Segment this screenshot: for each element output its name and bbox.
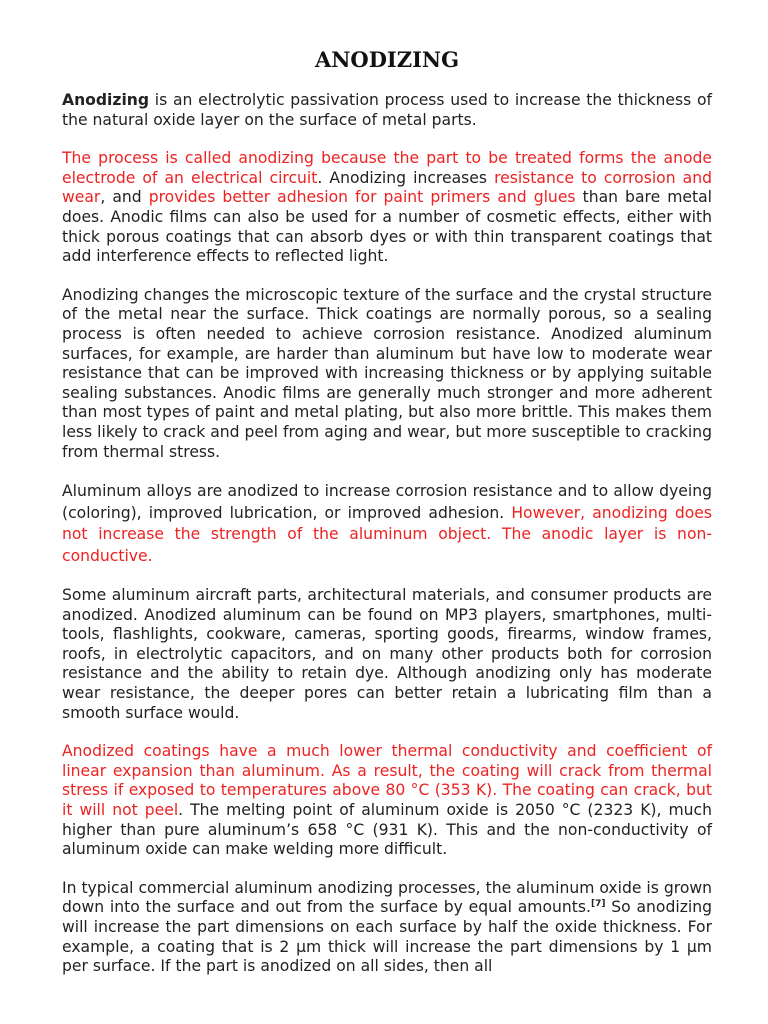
paragraph-texture: Anodizing changes the microscopic texture of the surface and the crystal structure of the metal near the surface. Thick coatings are normally porous, so a sealing process is often needed to achieve corrosion resistance. Anodized aluminum surfaces, for example, are harder than aluminum but have low to moderate wear resistance that can be improved with increasing thickness or by applying suitable sealing substances. Anodic films are generally much stronger and more adherent than most types of paint and metal plating, but also more brittle. This makes them less likely to crack and peel from aging and wear, but more susceptible to cracking from thermal stress.: [62, 285, 712, 461]
paragraph-dimensions: [62, 879, 712, 977]
dimensions-text-1: In typical commercial aluminum anodizing processes, the aluminum oxide is grown down into the surface and out from the surface by equal amounts.: [62, 878, 712, 917]
document-page: [62, 42, 712, 996]
paragraph-thermal: [62, 742, 712, 860]
thermal-text: . The melting point of aluminum oxide is 2050 °C (2323 K), much higher than pure aluminum’s 658 °C (931 K). This and the non-conductivity of aluminum oxide can make welding more difficult.: [62, 801, 712, 859]
document-title: ANODIZING: [314, 47, 460, 72]
highlight-non-conductive: However, anodizing does not increase the strength of the aluminum object. The anodic layer is non-conductive.: [62, 503, 712, 565]
highlight-adhesion: provides better adhesion for paint primers and glues: [148, 188, 576, 207]
intro-text: is an electrolytic passivation process used to increase the thickness of the natural oxide layer on the surface of metal parts.: [62, 91, 712, 129]
citation-ref[interactable]: [7]: [590, 899, 606, 910]
process-text-1: . Anodizing increases: [317, 168, 495, 187]
paragraph-alloys: [62, 481, 712, 567]
term-anodizing: Anodizing: [62, 91, 150, 109]
process-text-3: than bare metal does. Anodic films can also be used for a number of cosmetic effects, either with thick porous coatings that can absorb dyes or with thin transparent coatings that add interference effects to reflected light.: [62, 188, 712, 266]
paragraph-products: Some aluminum aircraft parts, architectural materials, and consumer products are anodized. Anodized aluminum can be found on MP3 players, smartphones, multi-tools, flashlights, cookware, cameras, sporting goods, firearms, window frames, roofs, in electrolytic capacitors, and on many other products both for corrosion resistance and the ability to retain dye. Although anodizing only has moderate wear resistance, the deeper pores can better retain a lubricating film than a smooth surface would.: [62, 586, 712, 722]
highlight-thermal: Anodized coatings have a much lower thermal conductivity and coefficient of linear expansion than aluminum. As a result, the coating will crack from thermal stress if exposed to temperatures above 80 °C (353 K). The coating can crack, but it will not peel: [62, 742, 712, 820]
highlight-process-name: The process is called anodizing because the part to be treated forms the anode electrode of an electrical circuit: [62, 149, 712, 187]
highlight-corrosion-wear: resistance to corrosion and wear: [62, 168, 712, 207]
process-text-2: , and: [100, 188, 149, 207]
paragraph-process: [62, 149, 712, 267]
dimensions-text-2: So anodizing will increase the part dimensions on each surface by half the oxide thickness. For example, a coating that is 2 µm thick will increase the part dimensions by 1 µm per surface. If the part is anodized on all sides, then all: [62, 898, 712, 976]
paragraph-intro: [62, 91, 712, 130]
alloys-text: Aluminum alloys are anodized to increase corrosion resistance and to allow dyeing (coloring), improved lubrication, or improved adhesion.: [62, 482, 712, 522]
